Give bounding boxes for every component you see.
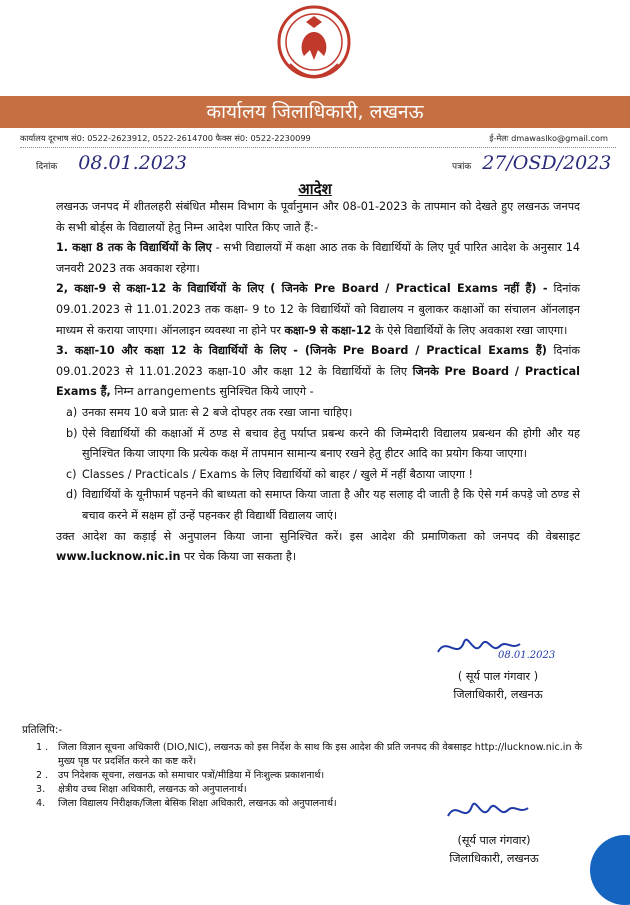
point-3	[56, 341, 580, 403]
point-2-bold: कक्षा-9 से कक्षा-12	[284, 323, 372, 337]
point-2	[56, 279, 580, 341]
up-government-emblem-icon	[276, 2, 352, 90]
point-1-text: - सभी विद्यालयों में कक्षा आठ तक के विद्यार्थियों के लिए पूर्व पारित आदेश के अनुसार 14 जनवरी 2023 तक अवकाश रहेगा।	[56, 241, 580, 275]
signatory-designation: जिलाधिकारी, लखनऊ	[449, 852, 539, 865]
reference-block	[452, 152, 611, 174]
sub-point-text: Classes / Practicals / Exams के लिए विद्यार्थियों को बाहर / खुले में नहीं बैठाया जाएगा !	[82, 467, 473, 481]
reference-label: पत्रांक	[452, 162, 472, 172]
copy-label: प्रतिलिपि:-	[22, 724, 63, 736]
point-2-heading: 2, कक्षा-9 से कक्षा-12 के विद्यार्थियों के लिए ( जिनके Pre Board / Practical Exams नहीं हैं) -	[56, 282, 548, 296]
signature-icon	[424, 796, 564, 826]
copy-item-text: जिला विद्यालय निरीक्षक/जिला बेसिक शिक्षा अधिकारी, लखनऊ को अनुपालनार्थ।	[58, 798, 337, 809]
closing-text: उक्त आदेश का कड़ाई से अनुपालन किया जाना सुनिश्चित करें। इस आदेश की प्रमाणिकता को जनपद की वेबसाइट	[56, 529, 580, 543]
point-3-text: दिनांक 09.01.2023 से 11.01.2023 कक्षा-10 और कक्षा 12 के विद्यार्थियों के लिए	[56, 344, 581, 378]
sub-point-label: d)	[66, 488, 78, 502]
sub-point-text: विद्यार्थियों के यूनीफार्म पहनने की बाध्यता को समाप्त किया जाता है और यह सलाह दी जाती है कि ऐसे गर्म कपड़े जो ठण्ड से बचाव करने में सक्षम हों उन्हें पहनकर ही विद्यार्थी विद्यालय जाएं।	[82, 488, 580, 522]
closing-paragraph	[56, 527, 580, 568]
point-3-heading: 3. कक्षा-10 और कक्षा 12 के विद्यार्थियों के लिए - (जिनके Pre Board / Practical Exams हैं)	[56, 344, 547, 358]
copy-item-text: क्षेत्रीय उच्च शिक्षा अधिकारी, लखनऊ को अनुपालनार्थ।	[58, 784, 247, 795]
point-2-tail: के ऐसे विद्यार्थियों के लिए अवकाश रखा जाएगा।	[371, 323, 568, 337]
sub-point-label: a)	[66, 405, 78, 419]
sub-point-d	[56, 485, 580, 526]
order-body	[56, 197, 580, 568]
copy-item-text: उप निदेशक सूचना, लखनऊ को समाचार पत्रों/मीडिया में निःशुल्क प्रकाशनार्थ।	[58, 770, 325, 781]
office-phone-fax: कार्यालय दूरभाष सं0: 0522-2623912, 0522-2614700 फैक्स सं0: 0522-2230099	[20, 133, 311, 143]
point-3-bold: जिनके Pre Board / Practical Exams हैं,	[56, 364, 580, 399]
copy-item-number: 3.	[36, 784, 46, 795]
sub-point-label: b)	[66, 426, 78, 440]
signatory-name: ( सूर्य पाल गंगवार )	[457, 670, 539, 683]
copy-item-2	[22, 769, 582, 783]
date-block	[36, 152, 187, 174]
header-divider	[20, 147, 616, 148]
signature-block-2	[424, 796, 564, 868]
signature-block-1	[428, 632, 568, 704]
point-1	[56, 238, 580, 279]
date-label: दिनांक	[36, 162, 58, 172]
reference-value: 27/OSD/2023	[482, 152, 612, 174]
closing-tail: पर चेक किया जा सकता है।	[180, 550, 297, 564]
office-header-band	[0, 96, 630, 128]
sub-point-text: उनका समय 10 बजे प्रातः से 2 बजे दोपहर तक रखा जाना चाहिए।	[82, 405, 353, 419]
sub-point-b	[56, 424, 580, 465]
copy-item-3	[22, 783, 582, 797]
order-intro: लखनऊ जनपद में शीतलहरी संबंधित मौसम विभाग के पूर्वानुमान और 08-01-2023 के तापमान को देखते हुए लखनऊ जनपद के सभी बोर्ड्स के विद्यालयों हेतु निम्न आदेश पारित किए जाते हैं:-	[56, 200, 580, 234]
signatory-name: (सूर्य पाल गंगवार)	[457, 834, 531, 847]
copy-item-text: जिला विज्ञान सूचना अधिकारी (DIO,NIC), लखनऊ को इस निर्देश के साथ कि इस आदेश की प्रति जनपद की वेबसाइट http://lucknow.nic.in के मुख्य पृष्ठ पर प्रदर्शित करने का कष्ट करें।	[58, 742, 582, 767]
signatory-designation: जिलाधिकारी, लखनऊ	[453, 688, 543, 701]
copy-item-number: 2 .	[36, 770, 49, 781]
copy-item-number: 4.	[36, 798, 46, 809]
office-email: ई-मेलः dmawaslko@gmail.com	[489, 133, 608, 143]
sub-point-c	[56, 465, 580, 486]
office-title: कार्यालय जिलाधिकारी, लखनऊ	[206, 101, 424, 123]
copy-item-1	[22, 741, 582, 769]
point-3-tail: निम्न arrangements सुनिश्चित किये जाएगे -	[110, 385, 314, 399]
sub-point-a	[56, 403, 580, 424]
point-1-heading: 1. कक्षा 8 तक के विद्यार्थियों के लिए	[56, 241, 212, 255]
copy-item-number: 1 .	[36, 742, 49, 753]
date-value: 08.01.2023	[78, 152, 188, 174]
sub-point-text: ऐसे विद्यार्थियों की कक्षाओं में ठण्ड से बचाव हेतु पर्याप्त प्रबन्ध करने की जिम्मेदारी विद्यालय प्रबन्धन की होगी और यह सुनिश्चित किया जाएगा कि प्रत्येक कक्ष में तापमान सामान्य बनाए रखने हेतु हीटर आदि का प्रयोग किया जाएगा।	[82, 426, 580, 461]
signature-date: 08.01.2023	[498, 650, 556, 661]
website-link[interactable]: www.lucknow.nic.in	[56, 550, 181, 564]
sub-point-label: c)	[66, 467, 77, 481]
order-title: आदेश	[298, 180, 332, 198]
signature-icon	[428, 632, 568, 662]
point-2-text: दिनांक 09.01.2023 से 11.01.2023 तक कक्षा- 9 to 12 के विद्यार्थियों को विद्यालय न बुलाकर कक्षाओं का संचालन ऑनलाइन माध्यम से कराया जाएगा। ऑनलाइन व्यवस्था ना होने पर	[56, 282, 580, 337]
corner-badge	[590, 835, 630, 905]
